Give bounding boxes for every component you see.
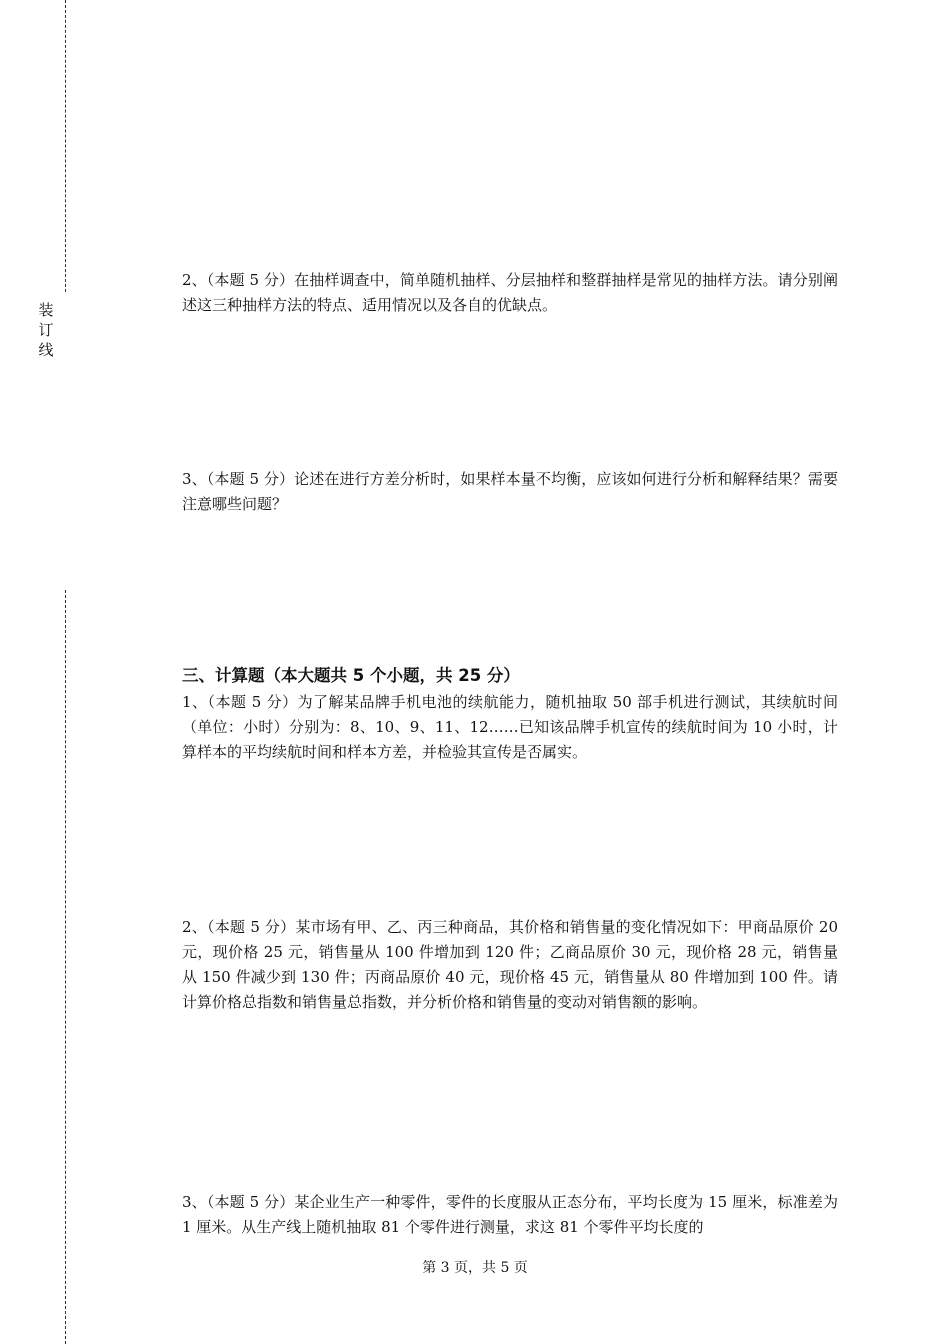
question-2-2: 2、（本题 5 分）在抽样调查中，简单随机抽样、分层抽样和整群抽样是常见的抽样方法。请分别阐述这三种抽样方法的特点、适用情况以及各自的优缺点。 bbox=[182, 271, 838, 314]
question-3-1: 1、（本题 5 分）为了解某品牌手机电池的续航能力，随机抽取 50 部手机进行测试，其续航时间（单位：小时）分别为：8、10、9、11、12……已知该品牌手机宣传的续航时间为 10 小时，计算样本的平均续航时间和样本方差，并检验其宣传是否属实。 bbox=[182, 693, 838, 761]
binding-dashed-line-top bbox=[65, 0, 66, 292]
question-3-2: 2、（本题 5 分）某市场有甲、乙、丙三种商品，其价格和销售量的变化情况如下：甲商品原价 20 元，现价格 25 元，销售量从 100 件增加到 120 件；乙商品原价 30 元，现价格 28 元，销售量从 150 件减少到 130 件；丙商品原价 40 元，现价格 45 元，销售量从 80 件增加到 100 件。请计算价格总指数和销售量总指数，并分析价格和销售量的变动对销售额的影响。 bbox=[182, 918, 838, 1011]
question-2-3: 3、（本题 5 分）论述在进行方差分析时，如果样本量不均衡，应该如何进行分析和解释结果？需要注意哪些问题？ bbox=[182, 470, 838, 513]
binding-char: 订 bbox=[38, 321, 54, 339]
binding-char: 线 bbox=[38, 341, 54, 359]
binding-label bbox=[36, 300, 56, 360]
page-footer: 第 3 页，共 5 页 bbox=[422, 1260, 528, 1276]
section-title-calculation: 三、计算题（本大题共 5 个小题，共 25 分） bbox=[182, 666, 520, 685]
binding-dashed-line-bottom bbox=[65, 590, 66, 1344]
question-3-3: 3、（本题 5 分）某企业生产一种零件，零件的长度服从正态分布，平均长度为 15 厘米，标准差为 1 厘米。从生产线上随机抽取 81 个零件进行测量，求这 81 个零件平均长度的 bbox=[182, 1193, 838, 1236]
binding-char: 装 bbox=[38, 301, 54, 319]
